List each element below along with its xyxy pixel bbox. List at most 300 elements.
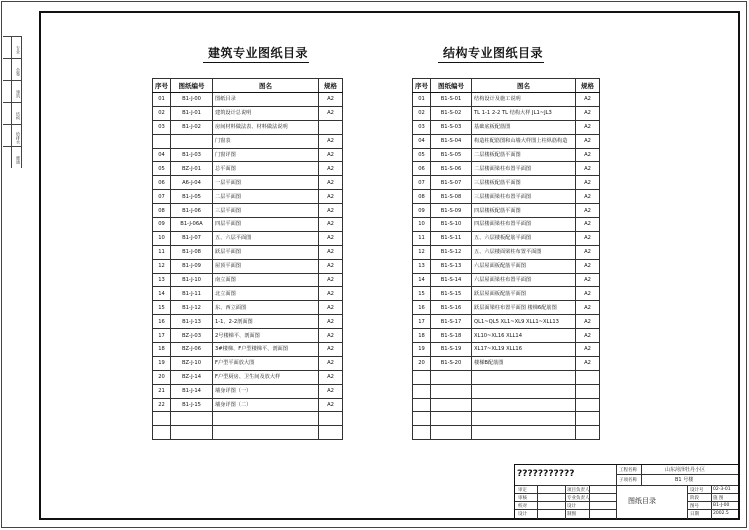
table-row (413, 134, 600, 148)
tb-divider (687, 493, 738, 494)
paper-size: A2 (319, 231, 343, 245)
drawing-code: B1-S-12 (431, 245, 472, 259)
table-row (413, 93, 600, 107)
table-row (153, 287, 343, 301)
drawing-code: B1-J-05 (171, 190, 213, 204)
table-row (413, 162, 600, 176)
tb-divider (687, 485, 688, 519)
drawing-title: 六层屋面梁柱布置平面图 (472, 273, 576, 287)
row-number: 14 (413, 273, 431, 287)
drawing-code: B1-S-07 (431, 176, 472, 190)
drawing-code: B1-S-09 (431, 204, 472, 218)
table-row (153, 315, 343, 329)
paper-size: A2 (576, 120, 600, 134)
table-row (153, 343, 343, 357)
paper-size: A2 (576, 329, 600, 343)
row-number: 19 (153, 356, 171, 370)
row-number: 19 (413, 343, 431, 357)
paper-size: A2 (319, 315, 343, 329)
row-number (413, 426, 431, 440)
drawing-code: B1-S-17 (431, 315, 472, 329)
column-header: 序号 (153, 79, 171, 93)
role-label: 设计 (518, 512, 527, 517)
table-row (413, 204, 600, 218)
field-value: 02-3-01 (713, 487, 731, 492)
row-number (153, 426, 171, 440)
row-number: 13 (153, 273, 171, 287)
drawing-code (171, 412, 213, 426)
drawing-code: B1-J-08 (171, 245, 213, 259)
tb-divider (687, 509, 738, 510)
row-number (413, 370, 431, 384)
drawing-code: A6-J-04 (171, 176, 213, 190)
row-number: 01 (153, 93, 171, 107)
row-number: 11 (413, 231, 431, 245)
table-row (413, 398, 600, 412)
arch-index-title: 建筑专业图纸目录 (208, 46, 309, 60)
table-row (413, 343, 600, 357)
drawing-code: B1-J-07 (171, 231, 213, 245)
drawing-code: B1-S-05 (431, 148, 472, 162)
paper-size: A2 (319, 162, 343, 176)
drawing-code (431, 384, 472, 398)
row-number: 13 (413, 259, 431, 273)
drawing-title: 四层楼板配筋平面图 (472, 204, 576, 218)
drawing-code: B1-J-01 (171, 106, 213, 120)
table-row (153, 384, 343, 398)
table-row (153, 120, 343, 134)
column-header: 图名 (472, 79, 576, 93)
paper-size: A2 (319, 343, 343, 357)
row-number: 10 (153, 231, 171, 245)
binding-cell: 专业 (3, 36, 21, 63)
row-number (413, 384, 431, 398)
table-row (153, 398, 343, 412)
paper-size: A2 (576, 356, 600, 370)
drawing-title: 跃层平面图 (213, 245, 319, 259)
table-row (413, 148, 600, 162)
drawing-title: 基础底板配筋图 (472, 120, 576, 134)
paper-size (319, 412, 343, 426)
drawing-title: 墙身详图（一） (213, 384, 319, 398)
table-row (153, 218, 343, 232)
row-number: 16 (153, 315, 171, 329)
row-number: 15 (153, 301, 171, 315)
drawing-code: B1-S-13 (431, 259, 472, 273)
drawing-code (431, 426, 472, 440)
drawing-title: 六层屋面板配筋平面图 (472, 259, 576, 273)
tb-divider (711, 485, 712, 519)
drawing-title: 结构设计及施工说明 (472, 93, 576, 107)
drawing-title: 1-1、2-2剖面图 (213, 315, 319, 329)
column-header: 图纸编号 (171, 79, 213, 93)
project-name: 山东菏泽牡丹小区 (665, 467, 706, 473)
drawing-code: B1-J-09 (171, 259, 213, 273)
tb-divider (537, 485, 538, 519)
table-row (413, 329, 600, 343)
row-number: 04 (153, 148, 171, 162)
drawing-title: 南立面图 (213, 273, 319, 287)
table-row (153, 148, 343, 162)
drawing-code: BZ-J-01 (171, 162, 213, 176)
column-header: 规格 (319, 79, 343, 93)
drawing-title: 屋顶平面图 (213, 259, 319, 273)
drawing-name: 图纸目录 (628, 497, 656, 505)
drawing-code: B1-J-10 (171, 273, 213, 287)
drawing-title (472, 384, 576, 398)
paper-size: A2 (576, 134, 600, 148)
table-row (153, 162, 343, 176)
paper-size (576, 426, 600, 440)
drawing-title: 四层楼面梁柱布置平面图 (472, 218, 576, 232)
field-value: 2002.5 (713, 511, 729, 516)
drawing-code: B1-S-15 (431, 287, 472, 301)
drawing-title: 跃层面梁柱布置平面图 楼梯6配筋图 (472, 301, 576, 315)
drawing-code: B1-J-14 (171, 384, 213, 398)
drawing-title: 五、六层楼板配筋平面图 (472, 231, 576, 245)
drawing-title: 3#楼梯、F户型楼梯平、剖面图 (213, 343, 319, 357)
table-row (153, 176, 343, 190)
row-number: 09 (153, 218, 171, 232)
row-number: 05 (153, 162, 171, 176)
paper-size (576, 370, 600, 384)
field-value: B1-J-00 (713, 503, 730, 508)
drawing-title: QL1~QL5 XL1~XL9 XLL1~XLL13 (472, 315, 576, 329)
table-row (153, 245, 343, 259)
binding-cell: 会签 (3, 58, 21, 85)
subitem-name: B1 号楼 (675, 477, 694, 483)
drawing-title (213, 412, 319, 426)
row-number: 07 (153, 190, 171, 204)
binding-cell: 给排水 (3, 124, 21, 151)
table-row (413, 176, 600, 190)
drawing-code: B1-S-19 (431, 343, 472, 357)
table-row (153, 204, 343, 218)
drawing-title: 楼梯B配筋图 (472, 356, 576, 370)
paper-size: A2 (576, 190, 600, 204)
row-number: 08 (413, 190, 431, 204)
paper-size (576, 412, 600, 426)
role-label: 审定 (518, 488, 527, 493)
row-number: 16 (413, 301, 431, 315)
drawing-title (213, 426, 319, 440)
drawing-code (431, 398, 472, 412)
paper-size: A2 (576, 245, 600, 259)
binding-cell: 结构 (3, 102, 21, 129)
table-row (153, 412, 343, 426)
paper-size: A2 (319, 398, 343, 412)
drawing-code: B1-S-18 (431, 329, 472, 343)
drawing-title: 门窗详图 (213, 148, 319, 162)
drawing-code: B1-S-16 (431, 301, 472, 315)
drawing-title: 构造柱配筋图和山墙大样图上柱纵筋构造 (472, 134, 576, 148)
field-value: 施 图 (713, 496, 724, 501)
paper-size: A2 (576, 204, 600, 218)
drawing-code (171, 134, 213, 148)
title-block (514, 464, 740, 520)
row-number: 06 (153, 176, 171, 190)
drawing-code: B1-J-06 (171, 204, 213, 218)
paper-size: A2 (319, 301, 343, 315)
drawing-code: B1-J-03 (171, 148, 213, 162)
drawing-code: B1-J-06A (171, 218, 213, 232)
drawing-title: 三层楼板配筋平面图 (472, 176, 576, 190)
drawing-title (472, 412, 576, 426)
table-row (413, 412, 600, 426)
table-row (413, 106, 600, 120)
drawing-code: B1-S-14 (431, 273, 472, 287)
table-row (413, 259, 600, 273)
drawing-title: 二层平面图 (213, 190, 319, 204)
drawing-title: 门窗表 (213, 134, 319, 148)
role-label: 审核 (518, 496, 527, 501)
paper-size: A2 (576, 148, 600, 162)
drawing-code (431, 412, 472, 426)
drawing-title: 四层平面图 (213, 218, 319, 232)
field-label: 图号 (690, 504, 699, 509)
drawing-frame (39, 11, 740, 520)
role-label: 设计 (567, 504, 576, 509)
drawing-title: 东、西立面图 (213, 301, 319, 315)
role-label: 制图 (567, 512, 576, 517)
tb-divider (616, 474, 738, 475)
binding-divider (11, 36, 12, 168)
drawing-title: 二层楼面梁柱布置平面图 (472, 162, 576, 176)
table-row (413, 384, 600, 398)
paper-size: A2 (319, 134, 343, 148)
row-number: 02 (413, 106, 431, 120)
field-label: 日期 (690, 512, 699, 517)
row-number: 01 (413, 93, 431, 107)
table-row (413, 245, 600, 259)
row-number: 21 (153, 384, 171, 398)
table-row (153, 301, 343, 315)
row-number: 07 (413, 176, 431, 190)
row-number (153, 412, 171, 426)
paper-size: A2 (576, 273, 600, 287)
table-row (413, 315, 600, 329)
drawing-code: B1-J-00 (171, 93, 213, 107)
row-number: 02 (153, 106, 171, 120)
row-number: 06 (413, 162, 431, 176)
drawing-title: 三层平面图 (213, 204, 319, 218)
drawing-code: B1-S-10 (431, 218, 472, 232)
paper-size: A2 (576, 106, 600, 120)
row-number: 03 (413, 120, 431, 134)
row-number: 17 (153, 329, 171, 343)
paper-size: A2 (319, 356, 343, 370)
table-row (153, 426, 343, 440)
paper-size: A2 (319, 287, 343, 301)
drawing-title (472, 398, 576, 412)
field-label: 阶段 (690, 496, 699, 501)
paper-size: A2 (576, 218, 600, 232)
drawing-title: XL17~XL19 XLL16 (472, 343, 576, 357)
row-number: 14 (153, 287, 171, 301)
table-row (413, 273, 600, 287)
row-number: 09 (413, 204, 431, 218)
drawing-title: 2号楼梯平、剖面图 (213, 329, 319, 343)
paper-size: A2 (319, 370, 343, 384)
table-row (153, 190, 343, 204)
company-name: ??????????? (517, 469, 575, 479)
drawing-code: B1-J-11 (171, 287, 213, 301)
drawing-title: 五、六层楼面梁柱布置平面图 (472, 245, 576, 259)
table-header-row (153, 79, 343, 93)
struct-index-title: 结构专业图纸目录 (443, 46, 544, 60)
table-row (153, 356, 343, 370)
row-number: 15 (413, 287, 431, 301)
paper-size: A2 (319, 384, 343, 398)
paper-size: A2 (576, 162, 600, 176)
role-label: 校对 (518, 504, 527, 509)
drawing-title: 图纸目录 (213, 93, 319, 107)
drawing-code: BZ-J-10 (171, 356, 213, 370)
paper-size (319, 120, 343, 134)
drawing-title: 北立面图 (213, 287, 319, 301)
row-number: 22 (153, 398, 171, 412)
drawing-code: B1-J-02 (171, 120, 213, 134)
table-row (153, 259, 343, 273)
drawing-title (472, 426, 576, 440)
row-number: 20 (153, 370, 171, 384)
row-number: 05 (413, 148, 431, 162)
table-row (413, 218, 600, 232)
column-header: 规格 (576, 79, 600, 93)
binding-cell: 建筑 (3, 80, 21, 107)
drawing-code: B1-S-06 (431, 162, 472, 176)
drawing-title: TL 1-1 2-2 TL 结构大样 JL1~JL3 (472, 106, 576, 120)
drawing-title: 二层楼板配筋平面图 (472, 148, 576, 162)
struct-title-underline (438, 62, 544, 63)
drawing-code: BZ-J-03 (171, 329, 213, 343)
drawing-code: B1-S-20 (431, 356, 472, 370)
tb-divider (515, 485, 738, 486)
role-label: 专业负责人 (567, 496, 590, 501)
paper-size: A2 (319, 204, 343, 218)
drawing-code: B1-J-12 (171, 301, 213, 315)
paper-size: A2 (319, 245, 343, 259)
paper-size (576, 384, 600, 398)
table-header-row (413, 79, 600, 93)
drawing-title: 建筑设计总说明 (213, 106, 319, 120)
paper-size: A2 (319, 329, 343, 343)
paper-size: A2 (576, 231, 600, 245)
arch-index-table (152, 78, 343, 440)
paper-size: A2 (319, 218, 343, 232)
field-label: 设计号 (690, 488, 704, 493)
drawing-title: F户型平面放大图 (213, 356, 319, 370)
row-number: 20 (413, 356, 431, 370)
table-row (153, 106, 343, 120)
row-number: 03 (153, 120, 171, 134)
drawing-title: 跃层屋面板配筋平面图 (472, 287, 576, 301)
role-label: 项目负责人 (567, 488, 590, 493)
paper-size: A2 (319, 259, 343, 273)
drawing-code: B1-S-11 (431, 231, 472, 245)
paper-size: A2 (319, 273, 343, 287)
row-number (413, 412, 431, 426)
drawing-title: 总平面图 (213, 162, 319, 176)
table-row (413, 370, 600, 384)
table-row (153, 93, 343, 107)
drawing-title: 房间材料做法表、材料做法说明 (213, 120, 319, 134)
project-label: 工程名称 (619, 468, 637, 473)
drawing-title: F户型厨房、卫生间及放大样 (213, 370, 319, 384)
paper-size: A2 (319, 93, 343, 107)
drawing-code (171, 426, 213, 440)
row-number: 04 (413, 134, 431, 148)
row-number: 12 (153, 259, 171, 273)
drawing-code: B1-S-04 (431, 134, 472, 148)
table-row (153, 231, 343, 245)
arch-title-underline (203, 62, 309, 63)
paper-size: A2 (576, 259, 600, 273)
row-number (413, 398, 431, 412)
paper-size (319, 426, 343, 440)
paper-size: A2 (319, 106, 343, 120)
row-number: 10 (413, 218, 431, 232)
row-number: 12 (413, 245, 431, 259)
tb-divider (565, 485, 566, 519)
binding-cell: 暖通 (3, 146, 21, 173)
paper-size: A2 (319, 148, 343, 162)
drawing-code: B1-S-08 (431, 190, 472, 204)
drawing-code: B1-J-15 (171, 398, 213, 412)
drawing-code: BZ-J-06 (171, 343, 213, 357)
column-header: 序号 (413, 79, 431, 93)
paper-size: A2 (576, 315, 600, 329)
paper-size: A2 (319, 190, 343, 204)
table-row (413, 426, 600, 440)
table-row (413, 190, 600, 204)
struct-index-table (412, 78, 600, 440)
table-row (153, 134, 343, 148)
table-row (153, 273, 343, 287)
table-row (153, 370, 343, 384)
drawing-title: 墙身详图（二） (213, 398, 319, 412)
drawing-code (431, 370, 472, 384)
drawing-code: BZ-J-14 (171, 370, 213, 384)
row-number (153, 134, 171, 148)
paper-size: A2 (576, 287, 600, 301)
paper-size: A2 (576, 176, 600, 190)
tb-divider (687, 501, 738, 502)
drawing-title: 五、六层平面图 (213, 231, 319, 245)
drawing-title (472, 370, 576, 384)
tb-divider (641, 465, 642, 485)
subitem-label: 子项名称 (619, 478, 637, 483)
drawing-title: XL10~XL16 XLL14 (472, 329, 576, 343)
column-header: 图名 (213, 79, 319, 93)
paper-size: A2 (576, 343, 600, 357)
table-row (413, 120, 600, 134)
paper-size (576, 398, 600, 412)
row-number: 17 (413, 315, 431, 329)
drawing-code: B1-S-01 (431, 93, 472, 107)
column-header: 图纸编号 (431, 79, 472, 93)
drawing-title: 一层平面图 (213, 176, 319, 190)
table-row (413, 287, 600, 301)
row-number: 18 (413, 329, 431, 343)
row-number: 18 (153, 343, 171, 357)
drawing-code: B1-S-02 (431, 106, 472, 120)
drawing-code: B1-S-03 (431, 120, 472, 134)
table-row (153, 329, 343, 343)
row-number: 08 (153, 204, 171, 218)
paper-size: A2 (576, 93, 600, 107)
paper-size: A2 (319, 176, 343, 190)
